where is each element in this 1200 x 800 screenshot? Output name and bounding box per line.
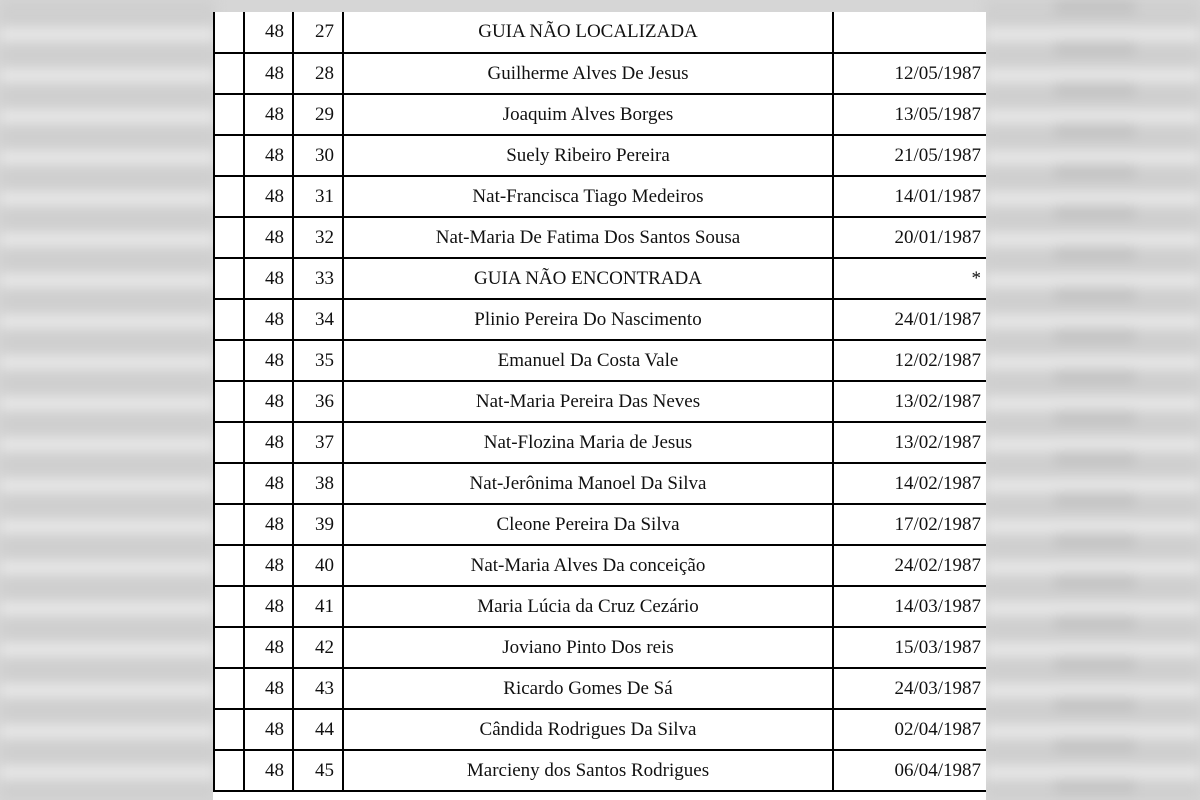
blank-cell — [214, 53, 244, 94]
table-row — [214, 709, 986, 750]
date-cell: 24/02/1987 — [833, 545, 986, 586]
entry-number-cell: 37 — [293, 422, 343, 463]
table-row — [214, 586, 986, 627]
book-number-cell: 48 — [244, 586, 293, 627]
entry-number-cell: 44 — [293, 709, 343, 750]
blank-cell — [214, 94, 244, 135]
name-cell: Nat-Flozina Maria de Jesus — [343, 422, 833, 463]
date-cell: 02/04/1987 — [833, 709, 986, 750]
table-row — [214, 504, 986, 545]
book-number-cell: 48 — [244, 135, 293, 176]
table-row — [214, 176, 986, 217]
table-row — [214, 463, 986, 504]
name-cell: Cândida Rodrigues Da Silva — [343, 709, 833, 750]
date-cell: 06/04/1987 — [833, 750, 986, 791]
table-row — [214, 668, 986, 709]
blank-cell — [214, 750, 244, 791]
book-number-cell: 48 — [244, 422, 293, 463]
date-cell — [833, 12, 986, 53]
name-cell: Nat-Francisca Tiago Medeiros — [343, 176, 833, 217]
date-cell: 21/05/1987 — [833, 135, 986, 176]
book-number-cell: 48 — [244, 258, 293, 299]
date-cell: 13/02/1987 — [833, 422, 986, 463]
name-cell: Cleone Pereira Da Silva — [343, 504, 833, 545]
records-table-body — [214, 12, 986, 791]
entry-number-cell: 28 — [293, 53, 343, 94]
book-number-cell: 48 — [244, 94, 293, 135]
book-number-cell: 48 — [244, 668, 293, 709]
book-number-cell: 48 — [244, 381, 293, 422]
name-cell: Guilherme Alves De Jesus — [343, 53, 833, 94]
date-cell: 14/02/1987 — [833, 463, 986, 504]
table-row — [214, 135, 986, 176]
date-cell: 14/01/1987 — [833, 176, 986, 217]
table-row — [214, 299, 986, 340]
table-row — [214, 750, 986, 791]
name-cell: Nat-Maria De Fatima Dos Santos Sousa — [343, 217, 833, 258]
date-cell: 15/03/1987 — [833, 627, 986, 668]
book-number-cell: 48 — [244, 299, 293, 340]
entry-number-cell: 42 — [293, 627, 343, 668]
records-table — [213, 12, 986, 792]
entry-number-cell: 40 — [293, 545, 343, 586]
book-number-cell: 48 — [244, 12, 293, 53]
name-cell: Emanuel Da Costa Vale — [343, 340, 833, 381]
book-number-cell: 48 — [244, 53, 293, 94]
document-page — [213, 12, 986, 800]
table-row — [214, 422, 986, 463]
entry-number-cell: 45 — [293, 750, 343, 791]
blank-cell — [214, 504, 244, 545]
table-row — [214, 258, 986, 299]
blank-cell — [214, 545, 244, 586]
entry-number-cell: 32 — [293, 217, 343, 258]
blank-cell — [214, 422, 244, 463]
book-number-cell: 48 — [244, 545, 293, 586]
book-number-cell: 48 — [244, 340, 293, 381]
blurred-background-left — [0, 0, 215, 800]
table-row — [214, 12, 986, 53]
date-cell: 14/03/1987 — [833, 586, 986, 627]
blank-cell — [214, 340, 244, 381]
date-cell: * — [833, 258, 986, 299]
name-cell: Nat-Maria Alves Da conceição — [343, 545, 833, 586]
entry-number-cell: 38 — [293, 463, 343, 504]
name-cell: Suely Ribeiro Pereira — [343, 135, 833, 176]
blank-cell — [214, 627, 244, 668]
book-number-cell: 48 — [244, 627, 293, 668]
date-cell: 12/05/1987 — [833, 53, 986, 94]
table-row — [214, 340, 986, 381]
name-cell: Plinio Pereira Do Nascimento — [343, 299, 833, 340]
blank-cell — [214, 709, 244, 750]
entry-number-cell: 27 — [293, 12, 343, 53]
date-cell: 24/03/1987 — [833, 668, 986, 709]
name-cell: Ricardo Gomes De Sá — [343, 668, 833, 709]
entry-number-cell: 36 — [293, 381, 343, 422]
date-cell: 13/05/1987 — [833, 94, 986, 135]
entry-number-cell: 43 — [293, 668, 343, 709]
book-number-cell: 48 — [244, 217, 293, 258]
blank-cell — [214, 299, 244, 340]
date-cell: 17/02/1987 — [833, 504, 986, 545]
name-cell: Nat-Jerônima Manoel Da Silva — [343, 463, 833, 504]
blank-cell — [214, 381, 244, 422]
entry-number-cell: 39 — [293, 504, 343, 545]
table-row — [214, 381, 986, 422]
entry-number-cell: 41 — [293, 586, 343, 627]
name-cell: GUIA NÃO ENCONTRADA — [343, 258, 833, 299]
name-cell: Maria Lúcia da Cruz Cezário — [343, 586, 833, 627]
date-cell: 13/02/1987 — [833, 381, 986, 422]
book-number-cell: 48 — [244, 504, 293, 545]
entry-number-cell: 35 — [293, 340, 343, 381]
date-cell: 12/02/1987 — [833, 340, 986, 381]
date-cell: 24/01/1987 — [833, 299, 986, 340]
table-row — [214, 545, 986, 586]
blank-cell — [214, 463, 244, 504]
blank-cell — [214, 135, 244, 176]
name-cell: GUIA NÃO LOCALIZADA — [343, 12, 833, 53]
name-cell: Joviano Pinto Dos reis — [343, 627, 833, 668]
name-cell: Nat-Maria Pereira Das Neves — [343, 381, 833, 422]
blurred-background-right — [985, 0, 1200, 800]
book-number-cell: 48 — [244, 750, 293, 791]
date-cell: 20/01/1987 — [833, 217, 986, 258]
blank-cell — [214, 217, 244, 258]
blank-cell — [214, 176, 244, 217]
entry-number-cell: 34 — [293, 299, 343, 340]
name-cell: Joaquim Alves Borges — [343, 94, 833, 135]
book-number-cell: 48 — [244, 709, 293, 750]
table-row — [214, 217, 986, 258]
entry-number-cell: 29 — [293, 94, 343, 135]
blank-cell — [214, 258, 244, 299]
blank-cell — [214, 12, 244, 53]
name-cell: Marcieny dos Santos Rodrigues — [343, 750, 833, 791]
book-number-cell: 48 — [244, 463, 293, 504]
entry-number-cell: 33 — [293, 258, 343, 299]
blank-cell — [214, 586, 244, 627]
table-row — [214, 53, 986, 94]
table-row — [214, 94, 986, 135]
entry-number-cell: 31 — [293, 176, 343, 217]
book-number-cell: 48 — [244, 176, 293, 217]
entry-number-cell: 30 — [293, 135, 343, 176]
table-row — [214, 627, 986, 668]
blank-cell — [214, 668, 244, 709]
